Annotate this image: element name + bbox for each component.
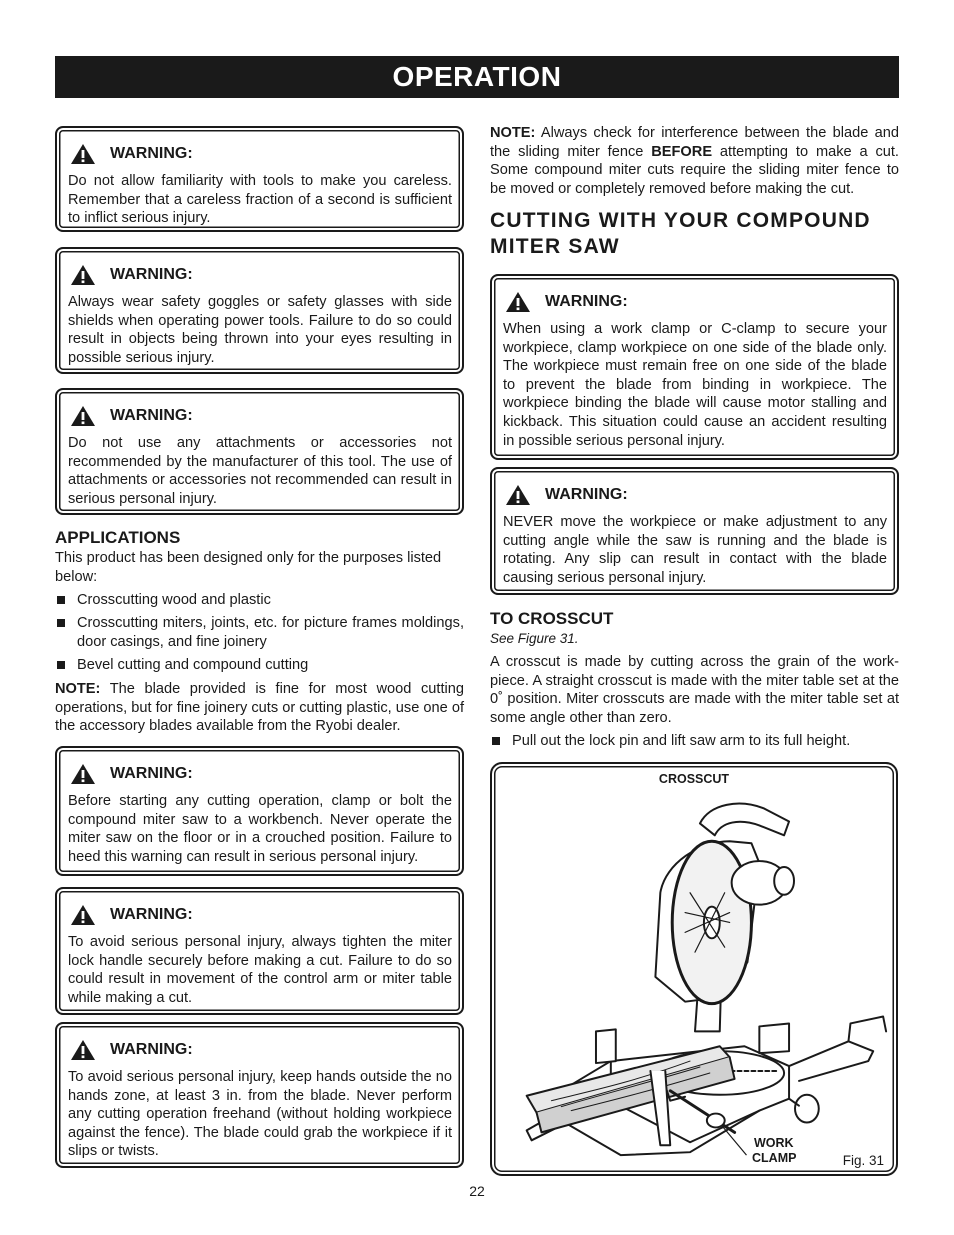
- warning-text: To avoid serious personal injury, always tighten the miter lock handle securely before making a cut. Failure to do so could result in movement of the control arm or miter table while making a cut.: [68, 934, 452, 1006]
- warning-text: Do not use any attachments or accessories not recommended by the manufacturer of this tool. The use of attachments or accessories not recommended can result in serious personal injury.: [68, 435, 452, 507]
- warning-title: WARNING:: [110, 145, 193, 162]
- warning-title: WARNING:: [110, 266, 193, 283]
- applications-bullet: Crosscutting miters, joints, etc. for picture frames moldings, door casings, and fine joinery: [55, 614, 464, 651]
- figure-31: [490, 762, 898, 1176]
- see-figure: See Figure 31.: [490, 631, 579, 646]
- warning-triangle-icon: [505, 291, 531, 313]
- warning-box-hands-zone: [55, 1022, 464, 1168]
- warning-text: NEVER move the workpiece or make adjustment to any cutting angle while the saw is running and the blade is rotating. Any slip can result in contact with the blade causing serious personal injury.: [503, 514, 887, 586]
- warning-box-familiarity: [55, 126, 464, 232]
- warning-title: WARNING:: [110, 906, 193, 923]
- warning-text: Always wear safety goggles or safety glasses with side shields when operating power tools. Failure to do so could result in objects being thrown into your eyes resulting in possible serious injury.: [68, 294, 452, 366]
- warning-triangle-icon: [70, 143, 96, 165]
- note-label: NOTE:: [490, 125, 536, 141]
- warning-box-goggles: [55, 247, 464, 374]
- page-number: 22: [469, 1183, 485, 1199]
- miter-saw-illustration: [492, 764, 896, 1174]
- warning-box-clamp-bench: [55, 746, 464, 876]
- applications-bullet: Bevel cutting and compound cutting: [55, 656, 464, 675]
- figure-title: CROSSCUT: [658, 772, 730, 786]
- warning-text: To avoid serious personal injury, keep hands outside the no hands zone, at least 3 in. from the blade. Never perform any cutting operation freehand (without holding workpiece against the fence). The blade could grab the workpiece if it slips or twists.: [68, 1069, 452, 1160]
- crosscut-heading: TO CROSSCUT: [490, 609, 614, 628]
- note-text-part1: Always check for interference between the blade and the sliding miter fence: [490, 125, 899, 160]
- warning-triangle-icon: [70, 904, 96, 926]
- section-heading: CUTTING WITH YOUR COMPOUND MITER SAW: [490, 209, 871, 258]
- work-clamp-label-line1: WORK: [754, 1136, 794, 1150]
- warning-triangle-icon: [70, 1039, 96, 1061]
- warning-triangle-icon: [70, 763, 96, 785]
- warning-box-attachments: [55, 388, 464, 515]
- page-header: OPERATION: [55, 56, 899, 98]
- crosscut-bullet: Pull out the lock pin and lift saw arm to its full height.: [490, 732, 899, 751]
- warning-box-miter-lock: [55, 887, 464, 1015]
- applications-bullet: Crosscutting wood and plastic: [55, 591, 464, 610]
- note-text: The blade provided is fine for most wood cutting operations, but for fine joinery cuts or cutting plastic, use one of the accessory blades available from the Ryobi dealer.: [55, 681, 464, 735]
- figure-number: Fig. 31: [842, 1153, 884, 1168]
- note-text-part2: attempting to make a cut. Some compound miter cuts require the sliding miter fence to be moved or completely removed before making the cut.: [490, 143, 899, 197]
- crosscut-text: A crosscut is made by cutting across the grain of the work-piece. A straight crosscut is made with the miter table set at the 0˚ position. Miter crosscuts are made with the miter table set at some angle other than zero.: [490, 654, 899, 726]
- warning-triangle-icon: [70, 405, 96, 427]
- warning-box-work-clamp: [490, 274, 899, 460]
- note-label: NOTE:: [55, 681, 101, 697]
- warning-triangle-icon: [505, 484, 531, 506]
- warning-title: WARNING:: [110, 407, 193, 424]
- note-bold: BEFORE: [651, 143, 713, 160]
- warning-text: Do not allow familiarity with tools to make you careless. Remember that a careless fraction of a second is sufficient to inflict serious injury.: [68, 173, 452, 227]
- warning-title: WARNING:: [110, 1041, 193, 1058]
- interference-note: [490, 124, 899, 198]
- warning-text: When using a work clamp or C-clamp to secure your workpiece, clamp workpiece on one side of the blade only. The workpiece must remain free on one side of the blade to prevent the blade from binding in workpiece. The workpiece binding the blade will cause motor stalling and kickback. This situation could cause an accident resulting in possible serious personal injury.: [503, 321, 887, 449]
- warning-title: WARNING:: [545, 486, 628, 503]
- applications-intro: This product has been designed only for the purposes listed below:: [55, 550, 442, 585]
- warning-triangle-icon: [70, 264, 96, 286]
- work-clamp-label-line2: CLAMP: [752, 1151, 797, 1165]
- warning-title: WARNING:: [545, 293, 628, 310]
- applications-note: [55, 680, 464, 736]
- warning-text: Before starting any cutting operation, clamp or bolt the compound miter saw to a workbench. Never operate the miter saw on the floor or in a crouched position. Failure to heed this warning can result in serious personal injury.: [68, 793, 452, 865]
- warning-title: WARNING:: [110, 765, 193, 782]
- warning-box-never-move: [490, 467, 899, 595]
- applications-heading: APPLICATIONS: [55, 528, 181, 547]
